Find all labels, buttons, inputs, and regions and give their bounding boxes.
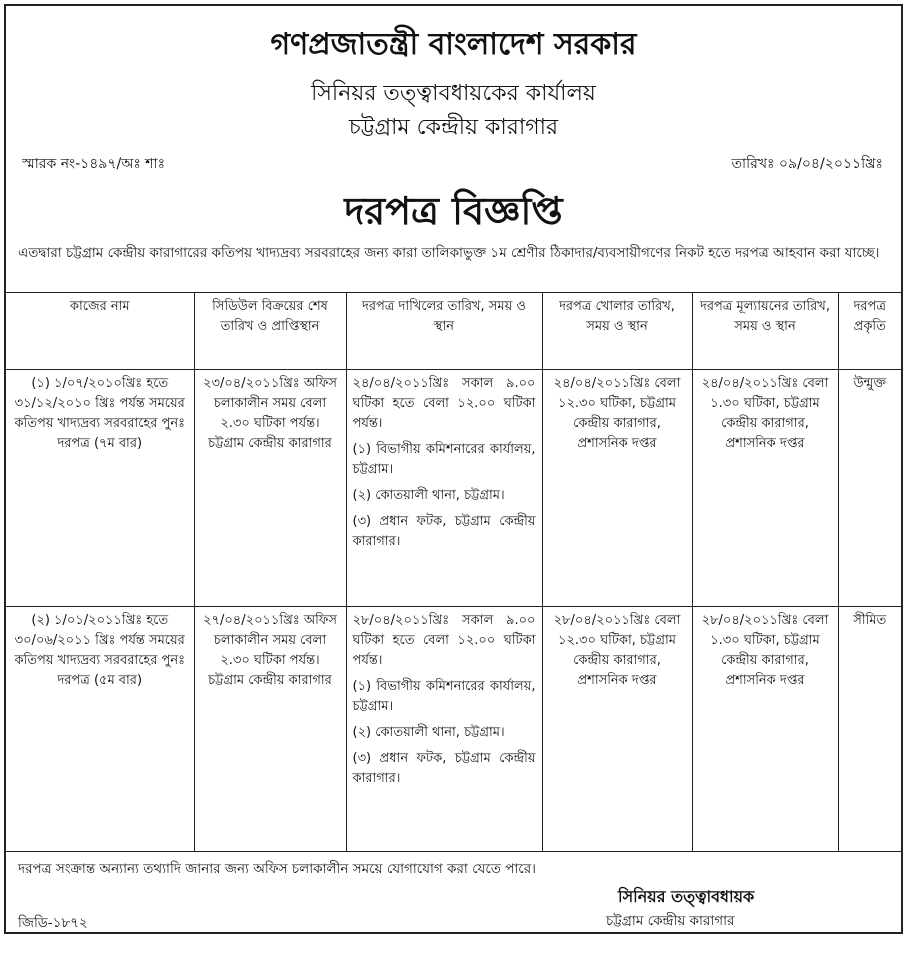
header-schedule: সিডিউল বিক্রয়ের শেষ তারিখ ও প্রাপ্তিস্থান [194,293,346,370]
cell-evaluation: ২৮/০৪/২০১১খ্রিঃ বেলা ১.৩০ ঘটিকা, চট্টগ্রাম কেন্দ্রীয় কারাগার, প্রশাসনিক দপ্তর [692,607,838,852]
government-heading: গণপ্রজাতন্ত্রী বাংলাদেশ সরকার [270,27,637,62]
prison-heading: চট্টগ্রাম কেন্দ্রীয় কারাগার [348,115,559,140]
cell-schedule: ২৩/০৪/২০১১খ্রিঃ অফিস চলাকালীন সময় বেলা ২.৩০ ঘটিকা পর্যন্ত। চট্টগ্রাম কেন্দ্রীয় কারাগার [194,370,346,607]
cell-work: (২) ১/০১/২০১১খ্রিঃ হতে ৩০/০৬/২০১১ খ্রিঃ পর্যন্ত সময়ের কতিপয় খাদ্যদ্রব্য সরবরাহের পুনঃ দরপত্র (৫ম বার) [6,607,194,852]
tender-notice [4,4,903,934]
footer-note: দরপত্র সংক্রান্ত অন্যান্য তথ্যাদি জানার জন্য অফিস চলাকালীন সময়ে যোগাযোগ করা যেতে পারে। [18,861,536,877]
header-submission: দরপত্র দাখিলের তারিখ, সময় ও স্থান [346,293,542,370]
cell-opening: ২৮/০৪/২০১১খ্রিঃ বেলা ১২.৩০ ঘটিকা, চট্টগ্রাম কেন্দ্রীয় কারাগার, প্রশাসনিক দপ্তর [542,607,692,852]
table-row [6,370,901,607]
cell-evaluation: ২৪/০৪/২০১১খ্রিঃ বেলা ১.৩০ ঘটিকা, চট্টগ্রাম কেন্দ্রীয় কারাগার, প্রশাসনিক দপ্তর [692,370,838,607]
intro-paragraph: এতদ্বারা চট্টগ্রাম কেন্দ্রীয় কারাগারের কতিপয় খাদ্যদ্রব্য সরবরাহের জন্য কারা তালিকাভুক্ত ১ম শ্রেণীর ঠিকাদার/ব্যবসায়ীগণের নিকট হতে দরপত্র আহবান করা যাচ্ছে। [18,245,880,261]
cell-submission [346,370,542,607]
submission-place-1: (১) বিভাগীয় কমিশনারের কার্যালয়, চট্টগ্রাম। [352,679,536,714]
submission-place-1: (১) বিভাগীয় কমিশনারের কার্যালয়, চট্টগ্রাম। [352,442,536,477]
cell-schedule: ২৭/০৪/২০১১খ্রিঃ অফিস চলাকালীন সময় বেলা ২.৩০ ঘটিকা পর্যন্ত। চট্টগ্রাম কেন্দ্রীয় কারাগার [194,607,346,852]
signatory-office: চট্টগ্রাম কেন্দ্রীয় কারাগার [606,913,735,929]
memo-number: স্মারক নং-১৪৯৭/অঃ শাঃ [22,156,166,172]
table-header-row [6,293,901,370]
cell-nature: উন্মুক্ত [838,370,901,607]
office-heading: সিনিয়র তত্ত্বাবধায়কের কার্যালয় [311,81,596,106]
header-evaluation: দরপত্র মূল্যায়নের তারিখ, সময় ও স্থান [692,293,838,370]
submission-place-3: (৩) প্রধান ফটক, চট্টগ্রাম কেন্দ্রীয় কারাগার। [352,514,536,549]
cell-work: (১) ১/০৭/২০১০খ্রিঃ হতে ৩১/১২/২০১০ খ্রিঃ পর্যন্ত সময়ের কতিপয় খাদ্যদ্রব্য সরবরাহের পুনঃ দরপত্র (৭ম বার) [6,370,194,607]
header-work: কাজের নাম [6,293,194,370]
signatory-title: সিনিয়র তত্ত্বাবধায়ক [618,887,755,906]
cell-nature: সীমিত [838,607,901,852]
submission-place-2: (২) কোতয়ালী থানা, চট্টগ্রাম। [352,725,505,740]
notice-title: দরপত্র বিজ্ঞপ্তি [344,189,563,233]
cell-submission [346,607,542,852]
gd-number: জিডি-১৮৭২ [18,915,88,931]
submission-time: ২৪/০৪/২০১১খ্রিঃ সকাল ৯.০০ ঘটিকা হতে বেলা ১২.০০ ঘটিকা পর্যন্ত। [352,376,536,431]
table-row [6,607,901,852]
cell-opening: ২৪/০৪/২০১১খ্রিঃ বেলা ১২.৩০ ঘটিকা, চট্টগ্রাম কেন্দ্রীয় কারাগার, প্রশাসনিক দপ্তর [542,370,692,607]
submission-time: ২৮/০৪/২০১১খ্রিঃ সকাল ৯.০০ ঘটিকা হতে বেলা ১২.০০ ঘটিকা পর্যন্ত। [352,613,536,668]
submission-place-3: (৩) প্রধান ফটক, চট্টগ্রাম কেন্দ্রীয় কারাগার। [352,751,536,786]
notice-date: তারিখঃ ০৯/০৪/২০১১খ্রিঃ [731,156,883,172]
submission-place-2: (২) কোতয়ালী থানা, চট্টগ্রাম। [352,488,505,503]
header-opening: দরপত্র খোলার তারিখ, সময় ও স্থান [542,293,692,370]
header-nature: দরপত্র প্রকৃতি [838,293,901,370]
tender-table [6,292,901,852]
